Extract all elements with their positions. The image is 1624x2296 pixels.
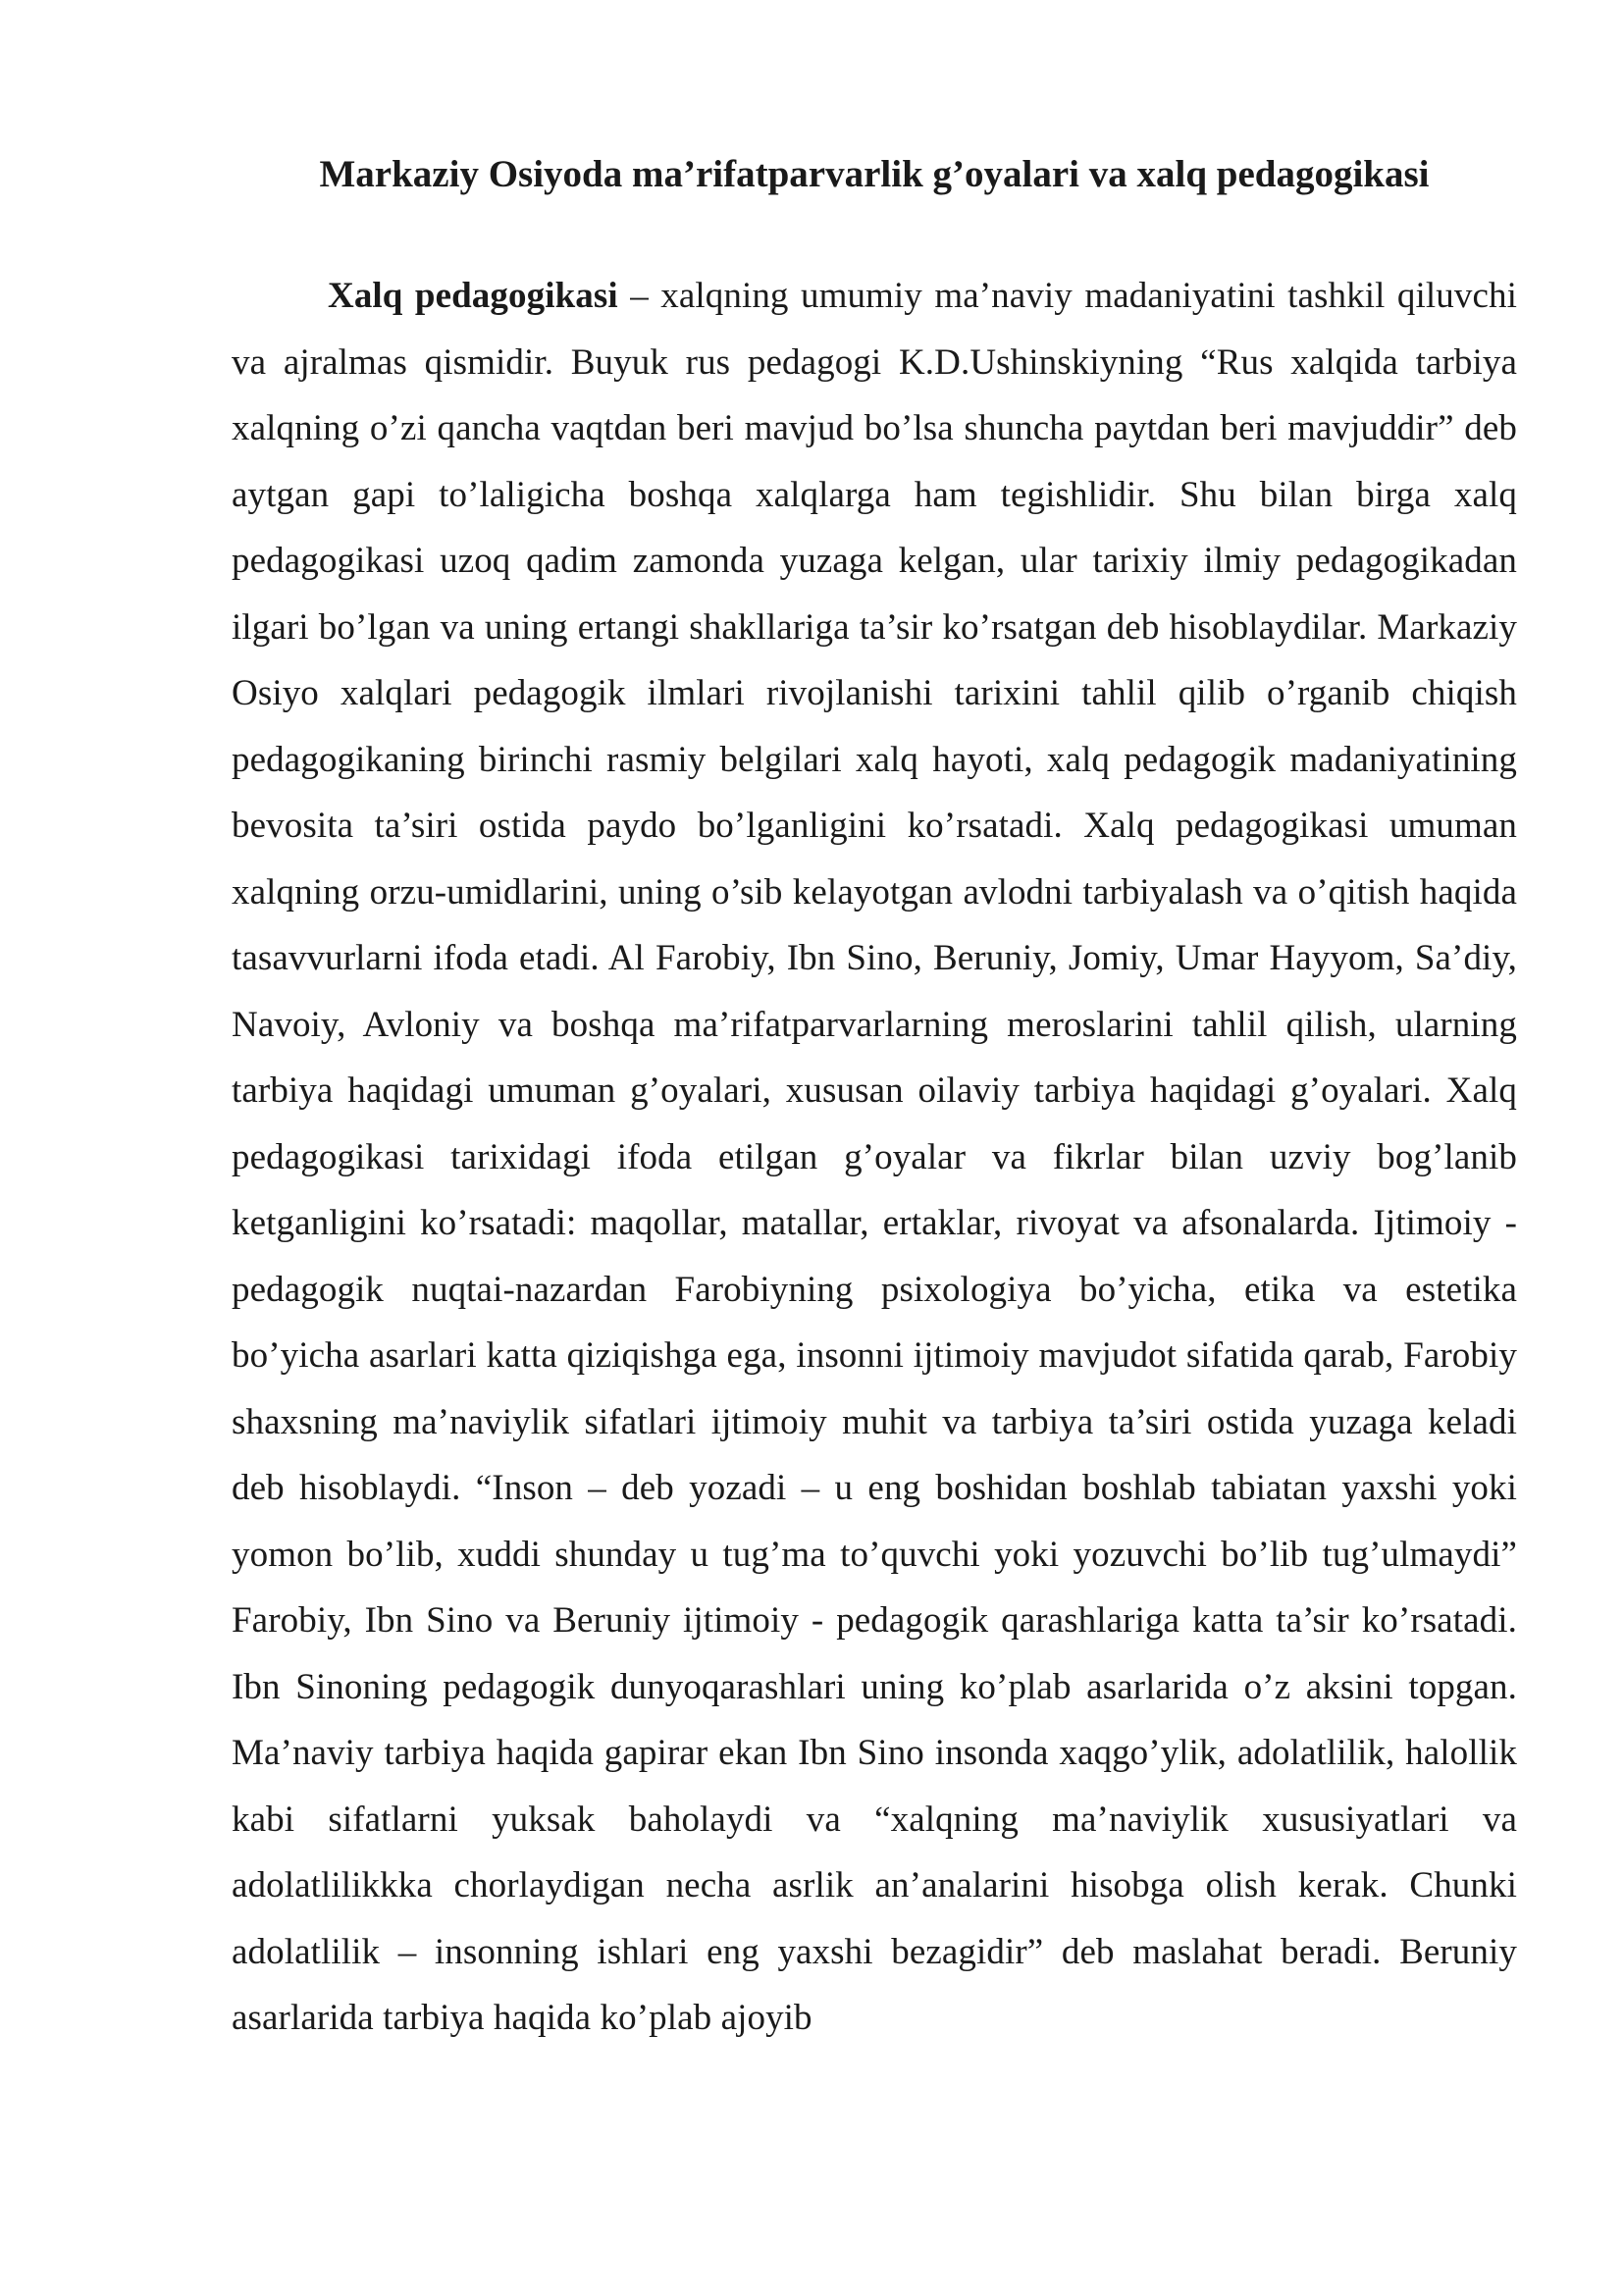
lead-term: Xalq pedagogikasi (328, 276, 618, 316)
document-title: Markaziy Osiyoda ma’rifatparvarlik g’oyalari va xalq pedagogikasi (319, 153, 1430, 195)
body-paragraph (232, 263, 1517, 2052)
paragraph-text: – xalqning umumiy ma’naviy madaniyatini tashkil qiluvchi va ajralmas qismidir. Buyuk rus pedagogi K.D.Ushinskiyning “Rus xalqida tarbiya xalqning o’zi qancha vaqtdan beri mavjud bo’lsa shuncha paytdan beri mavjuddir” deb aytgan gapi to’laligicha boshqa xalqlarga ham tegishlidir. Shu bilan birga xalq pedagogikasi uzoq qadim zamonda yuzaga kelgan, ular tarixiy ilmiy pedagogikadan ilgari bo’lgan va uning ertangi shakllariga ta’sir ko’rsatgan deb hisoblaydilar. Markaziy Osiyo xalqlari pedagogik ilmlari rivojlanishi tarixini tahlil qilib o’rganib chiqish pedagogikaning birinchi rasmiy belgilari xalq hayoti, xalq pedagogik madaniyatining bevosita ta’siri ostida paydo bo’lganligini ko’rsatadi. Xalq pedagogikasi umuman xalqning orzu-umidlarini, uning o’sib kelayotgan avlodni tarbiyalash va o’qitish haqida tasavvurlarni ifoda etadi. Al Farobiy, Ibn Sino, Beruniy, Jomiy, Umar Hayyom, Sa’diy, Navoiy, Avloniy va boshqa ma’rifatparvarlarning meroslarini tahlil qilish, ularning tarbiya haqidagi umuman g’oyalari, xususan oilaviy tarbiya haqidagi g’oyalari. Xalq pedagogikasi tarixidagi ifoda etilgan g’oyalar va fikrlar bilan uzviy bog’lanib ketganligini ko’rsatadi: maqollar, matallar, ertaklar, rivoyat va afsonalarda. Ijtimoiy - pedagogik nuqtai-nazardan Farobiyning psixologiya bo’yicha, etika va estetika bo’yicha asarlari katta qiziqishga ega, insonni ijtimoiy mavjudot sifatida qarab, Farobiy shaxsning ma’naviylik sifatlari ijtimoiy muhit va tarbiya ta’siri ostida yuzaga keladi deb hisoblaydi. “Inson – deb yozadi – u eng boshidan boshlab tabiatan yaxshi yoki yomon bo’lib, xuddi shunday u tug’ma to’quvchi yoki yozuvchi bo’lib tug’ulmaydi” Farobiy, Ibn Sino va Beruniy ijtimoiy - pedagogik qarashlariga katta ta’sir ko’rsatadi. Ibn Sinoning pedagogik dunyoqarashlari uning ko’plab asarlarida o’z aksini topgan. Ma’naviy tarbiya haqida gapirar ekan Ibn Sino insonda xaqgo’ylik, adolatlilik, halollik kabi sifatlarni yuksak baholaydi va “xalqning ma’naviylik xususiyatlari va adolatlilikkka chorlaydigan necha asrlik an’analarini hisobga olish kerak. Chunki adolatlilik – insonning ishlari eng yaxshi bezagidir” deb maslahat beradi. Beruniy asarlarida tarbiya haqida ko’plab ajoyib (232, 276, 1517, 2038)
